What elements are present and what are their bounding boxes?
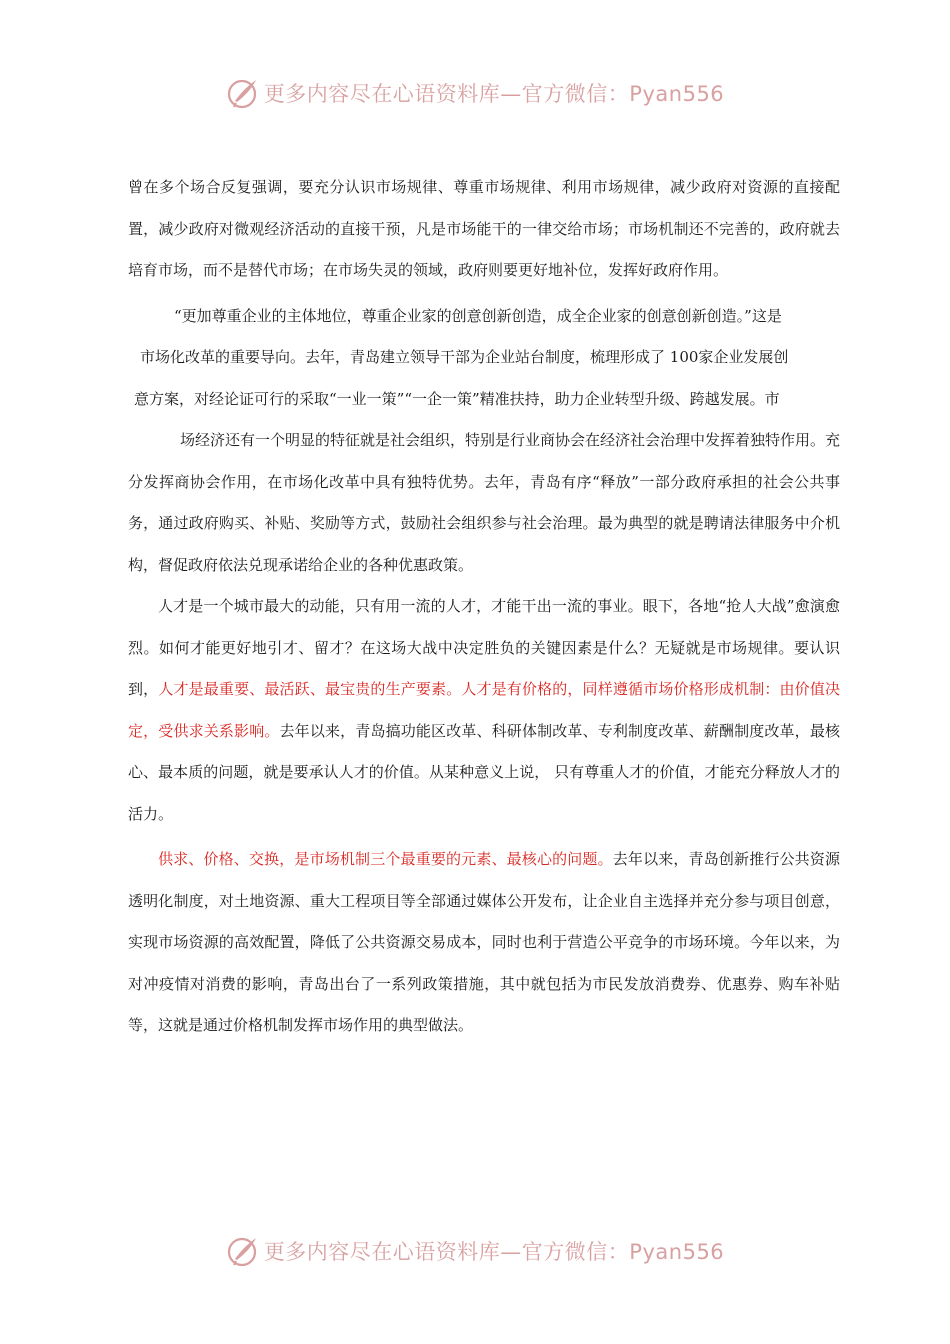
- paragraph-5: [128, 420, 840, 586]
- paragraph-7: [128, 839, 840, 1047]
- quill-logo-icon: [226, 76, 260, 110]
- paragraph-text: 市场化改革的重要导向。去年，青岛建立领导干部为企业站台制度，梳理形成了 100家企业发展创: [140, 348, 789, 366]
- highlighted-text: 供求、价格、交换，是市场机制三个最重要的元素、最核心的问题。: [158, 850, 613, 868]
- paragraph-text: 场经济还有一个明显的特征就是社会组织，特别是行业商协会在经济社会治理中发挥着独特作用。充分发挥商协会作用，在市场化改革中具有独特优势。去年，青岛有序“释放”一部分政府承担的社会公共事务，通过政府购买、补贴、奖励等方式，鼓励社会组织参与社会治理。最为典型的就是聘请法律服务中介机构，督促政府依法兑现承诺给企业的各种优惠政策。: [128, 431, 841, 574]
- watermark-text: 更多内容尽在心语资料库—官方微信：Pyan556: [263, 82, 725, 106]
- paragraph-2: [128, 296, 848, 338]
- header-watermark: [0, 76, 950, 110]
- paragraph-text: 曾在多个场合反复强调，要充分认识市场规律、尊重市场规律、利用市场规律，减少政府对资源的直接配置，减少政府对微观经济活动的直接干预，凡是市场能干的一律交给市场；市场机制还不完善的，政府就去培育市场，而不是替代市场；在市场失灵的领域，政府则要更好地补位，发挥好政府作用。: [128, 178, 840, 279]
- paragraph-6: [128, 586, 840, 835]
- paragraph-1: [128, 167, 840, 292]
- paragraph-text: 去年以来，青岛搞功能区改革、科研体制改革、专利制度改革、薪酬制度改革，最核心、最本质的问题，就是要承认人才的价值。从某种意义上说， 只有尊重人才的价值，才能充分释放人才的活力。: [128, 721, 840, 823]
- paragraph-3: [128, 337, 848, 379]
- paragraph-text: “更加尊重企业的主体地位，尊重企业家的创意创新创造，成全企业家的创意创新创造。”这是: [174, 306, 782, 325]
- watermark-text: 更多内容尽在心语资料库—官方微信：Pyan556: [263, 1240, 725, 1264]
- paragraph-4: [128, 379, 848, 421]
- quill-logo-icon: [226, 1234, 260, 1268]
- paragraph-text: 去年以来，青岛创新推行公共资源透明化制度，对土地资源、重大工程项目等全部通过媒体公开发布，让企业自主选择并充分参与项目创意，实现市场资源的高效配置，降低了公共资源交易成本，同时也利于营造公平竞争的市场环境。今年以来，为对冲疫情对消费的影响，青岛出台了一系列政策措施，其中就包括为市民发放消费券、优惠券、购车补贴等，这就是通过价格机制发挥市场作用的典型做法。: [128, 850, 840, 1034]
- paragraph-text: 意方案，对经论证可行的采取“一业一策”“一企一策”精准扶持，助力企业转型升级、跨越发展。市: [134, 389, 780, 408]
- footer-watermark: [0, 1234, 950, 1268]
- article-body: [128, 167, 840, 1047]
- highlighted-text: 人才是最重要、最活跃、最宝贵的生产要素。人才是有价格的，同样遵循市场价格形成机制：由价值决定，受供求关系影响。: [128, 680, 840, 740]
- paragraph-text: 人才是一个城市最大的动能，只有用一流的人才，才能干出一流的事业。眼下，各地“抢人大战”愈演愈烈。如何才能更好地引才、留才？在这场大战中决定胜负的关键因素是什么？无疑就是市场规律。要认识到，: [128, 597, 840, 698]
